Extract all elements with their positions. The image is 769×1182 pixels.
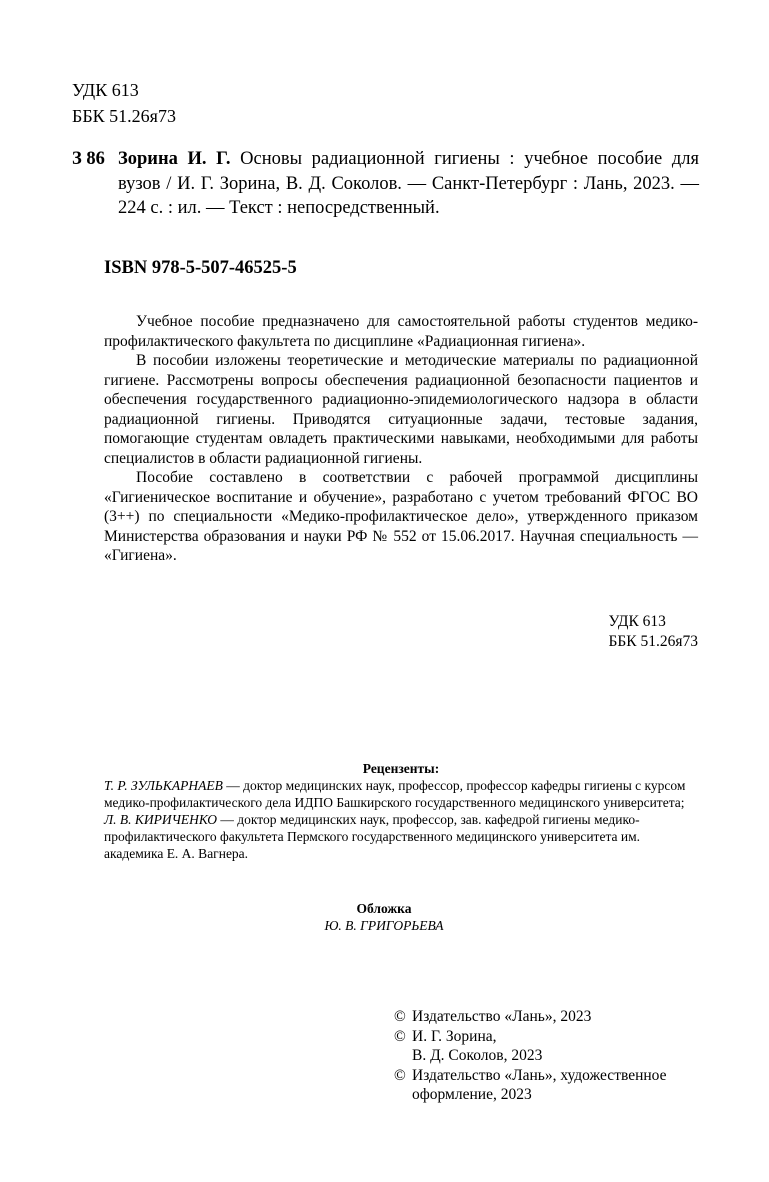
- annotation-udk: УДК 613: [608, 613, 666, 630]
- isbn: ISBN 978-5-507-46525-5: [104, 258, 297, 278]
- copyright-symbol: ©: [394, 1008, 406, 1025]
- copyright-text: Издательство «Лань», художественное: [412, 1066, 667, 1084]
- reviewer-description: — доктор медицинских наук, профессор, профессор кафедры гигиены с курсом медико-профилактического дела ИДПО Башкирского государственного медицинского университета;: [104, 778, 686, 810]
- reviewer-name: Т. Р. ЗУЛЬКАРНАЕВ: [104, 778, 223, 793]
- bbk-code: ББК 51.26я73: [72, 106, 176, 126]
- cover-heading: Обложка: [356, 901, 412, 916]
- reviewer-description: — доктор медицинских наук, профессор, зав. кафедрой гигиены медико-профилактического факультета Пермского государственного медицинского университета им. академика Е. А. Вагнера.: [104, 812, 641, 861]
- copyright-block: [394, 1007, 666, 1105]
- cover-designer: Ю. В. ГРИГОРЬЕВА: [324, 918, 444, 933]
- bibliographic-description: Основы радиационной гигиены : учебное пособие для вузов / И. Г. Зорина, В. Д. Соколов. — Санкт-Петербург : Лань, 2023. — 224 с. : ил. — Текст : непосредственный.: [118, 149, 699, 218]
- copyright-line: [394, 1027, 666, 1047]
- annotation: [104, 312, 698, 566]
- copyright-line: [394, 1007, 666, 1027]
- author-name: Зорина И. Г.: [118, 149, 231, 169]
- copyright-line: [394, 1085, 666, 1105]
- author-mark: З 86: [72, 149, 105, 169]
- udk-code: УДК 613: [72, 80, 139, 100]
- reviewer-name: Л. В. КИРИЧЕНКО: [104, 812, 217, 827]
- annotation-paragraph: Пособие составлено в соответствии с рабочей программой дисциплины «Гигиеническое воспитание и обучение», разработано с учетом требований ФГОС ВО (3++) по специальности «Медико-профилактическое дело», утвержденного приказом Министерства образования и науки РФ № 552 от 15.06.2017. Научная специальность — «Гигиена».: [104, 469, 698, 564]
- reviewer-entry: [104, 777, 698, 811]
- copyright-text: оформление, 2023: [412, 1086, 532, 1103]
- reviewers-heading: Рецензенты:: [362, 761, 440, 776]
- copyright-text: И. Г. Зорина,: [412, 1027, 497, 1045]
- copyright-symbol: ©: [394, 1066, 406, 1084]
- annotation-paragraph: В пособии изложены теоретические и методические материалы по радиационной гигиене. Рассмотрены вопросы обеспечения радиационной безопасности пациентов и обеспечения государственного радиационно-эпидемиологического надзора в области радиационной гигиены. Приводятся ситуационные задачи, тестовые задания, помогающие студентам овладеть практическими навыками, необходимыми для работы специалистов в области радиационной гигиены.: [104, 352, 698, 467]
- cover-credit: [104, 900, 664, 934]
- annotation-bbk: ББК 51.26я73: [608, 632, 698, 650]
- copyright-line: [394, 1046, 666, 1066]
- copyright-text: Издательство «Лань», 2023: [412, 1008, 592, 1025]
- catalog-entry: [72, 147, 699, 221]
- copyright-line: [394, 1066, 666, 1086]
- reviewer-entry: [104, 811, 698, 862]
- annotation-paragraph: Учебное пособие предназначено для самостоятельной работы студентов медико-профилактического факультета по дисциплине «Радиационная гигиена».: [104, 313, 698, 350]
- annotation-codes: [608, 612, 698, 651]
- copyright-symbol: ©: [394, 1027, 406, 1045]
- reviewers-block: [104, 760, 698, 862]
- copyright-text: В. Д. Соколов, 2023: [412, 1047, 543, 1064]
